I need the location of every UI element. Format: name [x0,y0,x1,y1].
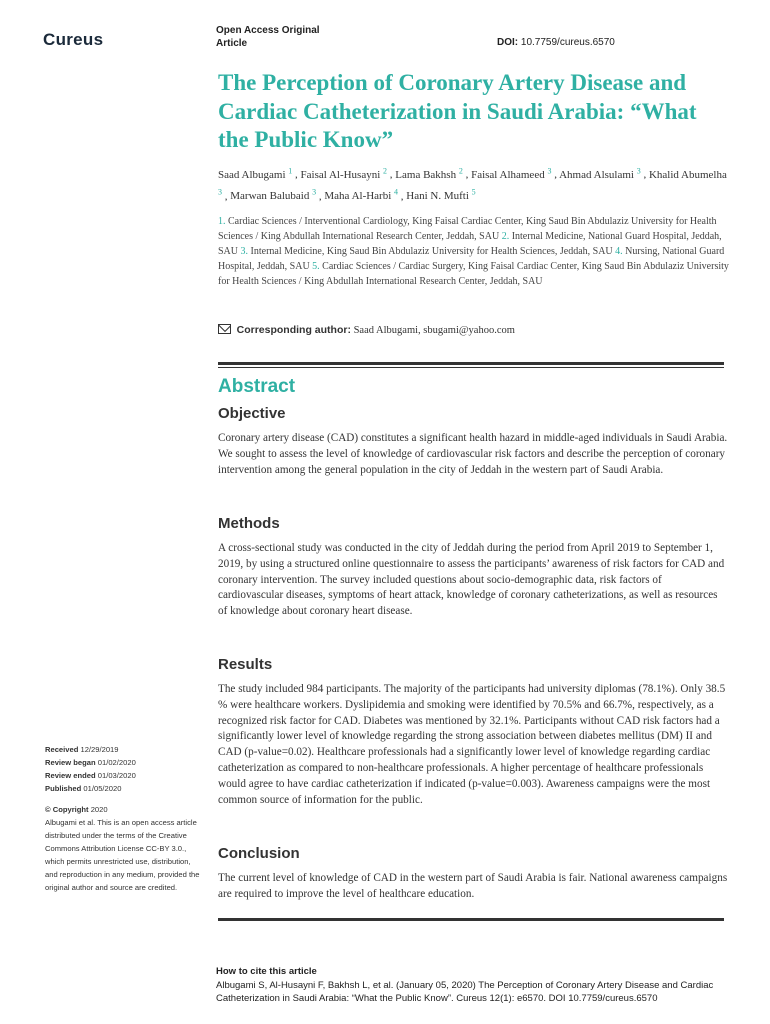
affiliation-ref[interactable]: 2 [458,166,463,175]
citation-text: Albugami S, Al-Husayni F, Bakhsh L, et al. (January 05, 2020) The Perception of Coronary Artery Disease and Cardiac Catheterization in Saudi Arabia: “What the Public Know”. Cureus 12(1): e6570. DOI 10.7759/cureus.6570 [216,980,714,1004]
corresponding-label: Corresponding author: [236,324,351,336]
author[interactable]: Lama Bakhsh $^2$ [395,166,463,181]
citation-heading: How to cite this article [216,966,317,977]
conclusion-text: The current level of knowledge of CAD in the western part of Saudi Arabia is fair. National awareness campaigns are required to improve the level of healthcare education. [218,872,728,900]
article-type: Open Access Original Article [216,25,320,49]
cureus-logo[interactable]: Cureus [43,30,104,49]
corresponding-author [218,324,515,336]
copyright-text: Albugami et al. This is an open access article distributed under the terms of the Creative Commons Attribution License CC-BY 3.0., which permits unrestricted use, distribution, and reproduction in any medium, provided the original author and source are credited. [45,818,200,892]
author[interactable]: Ahmad Alsulami $^3$ [559,166,641,181]
doi-label: DOI: [497,37,519,48]
affiliation-item: 4. Nursing, National Guard Hospital, Jeddah, SAU [218,246,725,272]
affiliations [218,214,733,289]
affiliation-ref[interactable]: 4 [394,187,399,197]
objective-heading: Objective [218,405,286,422]
article-title: The Perception of Coronary Artery Disease and Cardiac Catheterization in Saudi Arabia: “What the Public Know” [218,70,697,152]
affiliation-ref[interactable]: 5 [471,187,476,197]
review-began-date: Review began 01/02/2020 [45,758,136,767]
author-list: Saad Albugami $^1$ , Faisal Al-Husayni $^2$ , Lama Bakhsh $^2$ , Faisal Alhameed $^3$ , Ahmad Alsulami $^3$ , Khalid Abumelha $^3$ , Marwan Balubaid $^3$ , Maha Al-Harbi $^4$ , Hani N. Mufti $^5$ [218,166,727,203]
mail-icon [218,324,231,334]
affiliation-item: 5. Cardiac Sciences / Cardiac Surgery, King Faisal Cardiac Center, King Saud Bin Abdulaziz University for Health Sciences / King Abdullah International Research Center, Jeddah, SAU [218,261,729,287]
affiliation-ref[interactable]: 3 [312,187,317,197]
affiliation-ref[interactable]: 3 [547,166,552,175]
divider-top [218,362,724,365]
received-date: Received 12/29/2019 [45,745,119,754]
author[interactable]: Faisal Al-Husayni $^2$ [300,166,388,181]
abstract-heading: Abstract [218,376,296,397]
author[interactable]: Faisal Alhameed $^3$ [471,166,552,181]
doi[interactable] [497,37,615,48]
copyright-heading: © Copyright 2020 [45,805,108,814]
divider-top-thin [218,367,724,368]
publication-dates [45,743,210,795]
affiliation-item: 3. Internal Medicine, King Saud Bin Abdulaziz University for Health Sciences, Jeddah, SAU [240,246,616,257]
affiliation-ref[interactable]: 2 [383,166,388,175]
author[interactable]: Khalid Abumelha $^3$ [218,168,727,197]
affiliation-item: 1. Cardiac Sciences / Interventional Cardiology, King Faisal Cardiac Center, King Saud Bin Abdulaziz University for Health Sciences / King Abdullah International Research Center, Jeddah, SAU [218,216,717,242]
methods-text: A cross-sectional study was conducted in the city of Jeddah during the period from April 2019 to September 1, 2019, by using a structured online questionnaire to assess the participants’ awareness of risk factors for CAD and coronary intervention. The survey included questions about socio-demographic data, risk factors of cardiovascular diseases, symptoms of heart attack, knowledge of coronary catheterizations, as well as resources of knowledge about coronary heart disease. [218,542,725,618]
corresponding-value[interactable]: Saad Albugami, sbugami@yahoo.com [353,325,515,336]
affiliation-ref[interactable]: 3 [218,187,222,197]
affiliation-item: 2. Internal Medicine, National Guard Hospital, Jeddah, SAU [218,231,722,257]
author[interactable]: Hani N. Mufti $^5$ [406,187,476,203]
author[interactable]: Saad Albugami $^1$ [218,166,293,181]
published-date: Published 01/05/2020 [45,784,122,793]
results-heading: Results [218,656,273,673]
divider-bottom [218,918,724,921]
review-ended-date: Review ended 01/03/2020 [45,771,136,780]
author[interactable]: Maha Al-Harbi $^4$ [324,187,399,203]
copyright-notice [45,803,205,894]
doi-value[interactable]: 10.7759/cureus.6570 [520,37,615,48]
author[interactable]: Marwan Balubaid $^3$ [230,187,317,203]
conclusion-heading: Conclusion [218,845,300,862]
affiliation-ref[interactable]: 3 [636,166,641,175]
objective-text: Coronary artery disease (CAD) constitutes a significant health hazard in middle-aged individuals in Saudi Arabia. We sought to assess the level of knowledge of cardiovascular risk factors and describe the perception of coronary intervention among the general population in the city of Jeddah in the western part of Saudi Arabia. [218,432,728,476]
methods-heading: Methods [218,515,280,532]
affiliation-ref[interactable]: 1 [288,166,293,175]
results-text: The study included 984 participants. The majority of the participants had university diplomas (78.1%). Only 38.5 % were healthcare workers. Dyslipidemia and smoking were identified by 70.5% and 66.7%, respectively, as a recognized risk factor for CAD. Diabetes was mentioned by 32.1%. Participants without CAD risk factors had a significantly lower level of knowledge regarding the strong association between diabetes mellitus (DM) II and CAD (p-value=0.02). Healthcare professionals had a significantly lower level of knowledge regarding cardiac catheterization as compared to non-healthcare professionals. A higher percentage of healthcare professionals would agree to have cardiac catheterization if indicated (p-value=0.003). Awareness campaigns were the most common source of information for the public. [218,683,726,806]
